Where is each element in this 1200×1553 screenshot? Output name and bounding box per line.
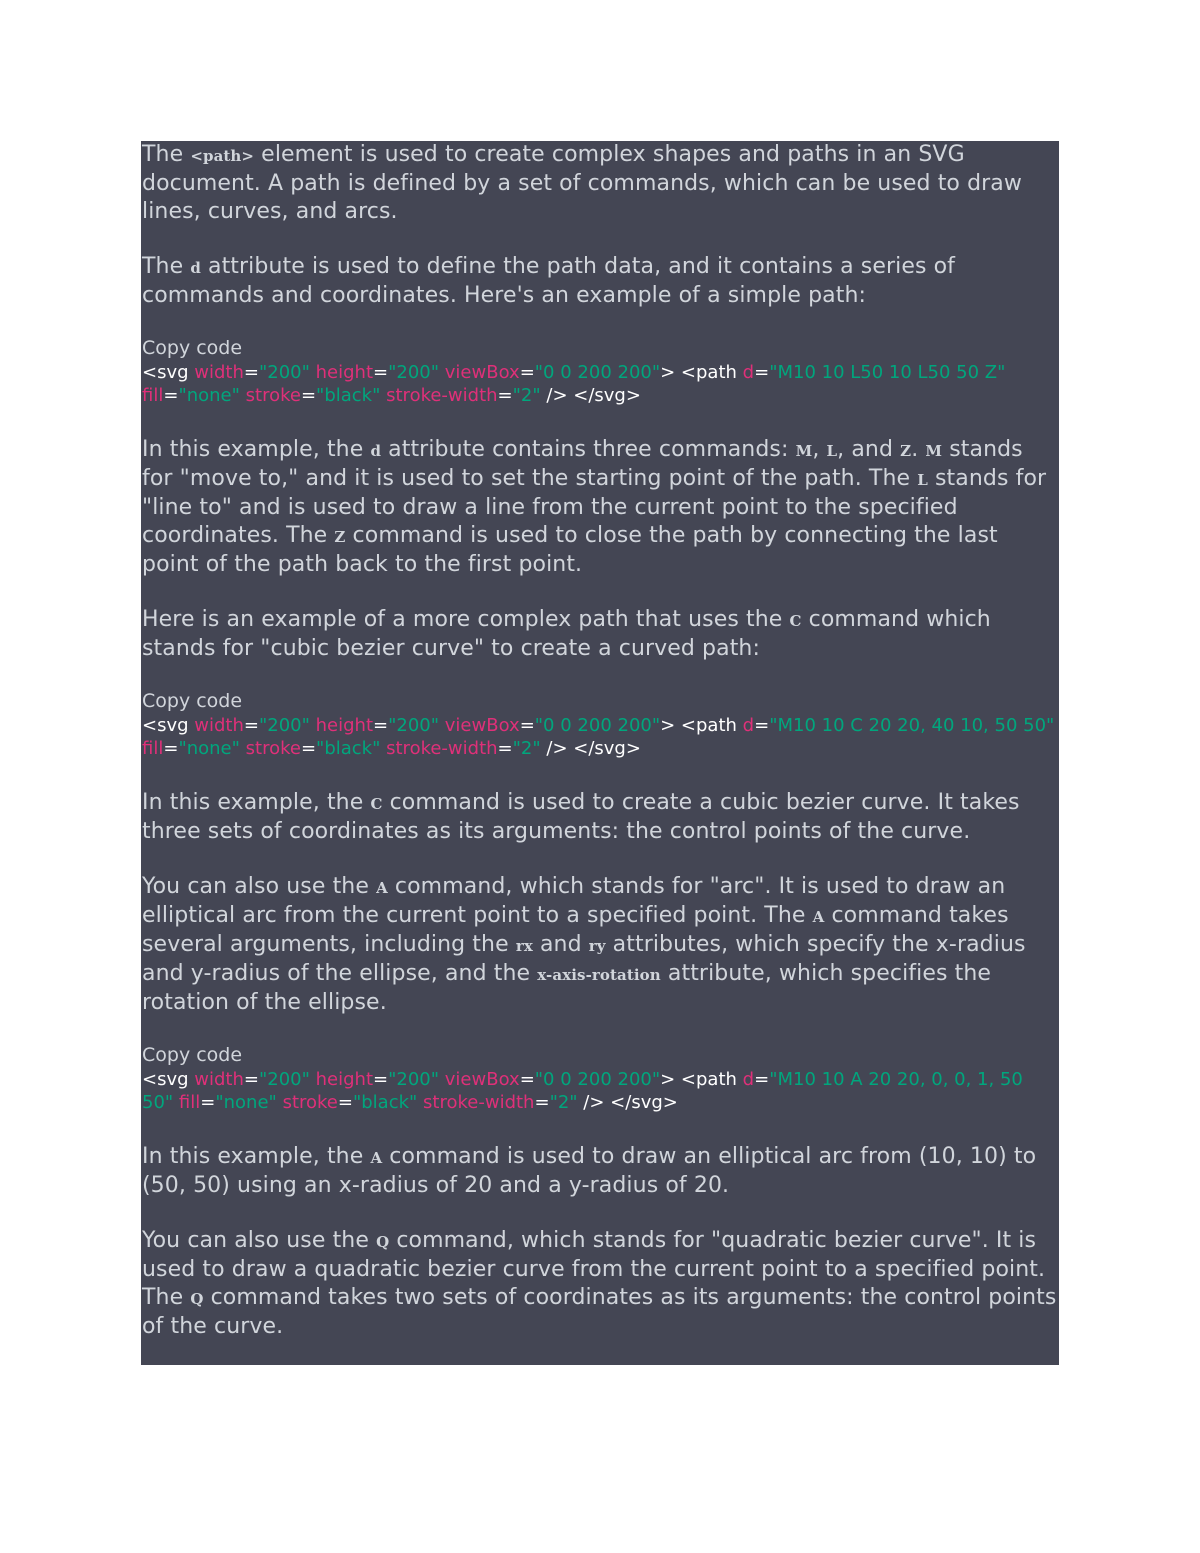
code-token: = bbox=[534, 1092, 550, 1113]
code-value: "200" bbox=[258, 362, 310, 383]
code-value: "200" bbox=[388, 715, 440, 736]
text: , bbox=[812, 437, 827, 462]
inline-code: A bbox=[812, 908, 825, 926]
code-attr: stroke bbox=[245, 738, 301, 759]
code-attr: fill bbox=[142, 385, 164, 406]
text: The bbox=[142, 254, 191, 279]
code-attr: fill bbox=[178, 1092, 201, 1113]
code-value: "M10 10 L50 10 L50 50 Z" bbox=[769, 362, 1006, 383]
code-token: <svg bbox=[142, 715, 195, 736]
code-attr: viewBox bbox=[444, 1069, 520, 1090]
text: attribute is used to define the path data, and it contains a series of commands and coordinates. Here's an example of a simple path: bbox=[142, 254, 956, 308]
text: attribute, which specifies the rotation of the ellipse. bbox=[142, 961, 992, 1015]
text: . bbox=[911, 437, 926, 462]
paragraph-cubic-intro bbox=[142, 606, 1059, 663]
code-token: = bbox=[243, 1069, 259, 1090]
text: element is used to create complex shapes and paths in an SVG document. A path is defined by a set of commands, which can be used to draw lines, curves, and arcs. bbox=[142, 142, 1022, 224]
code-attr: width bbox=[194, 1069, 244, 1090]
code-token: = bbox=[300, 385, 317, 406]
code-value: "M10 10 C 20 20, 40 10, 50 50" bbox=[769, 715, 1055, 736]
code-attr: height bbox=[315, 1069, 374, 1090]
code-block bbox=[142, 714, 1059, 760]
code-attr: height bbox=[315, 715, 374, 736]
text: command is used to draw an elliptical arc from (10, 10) to (50, 50) using an x-radius of 20 and a y-radius of 20. bbox=[142, 1144, 1037, 1198]
code-value: "200" bbox=[258, 715, 310, 736]
copy-code-button[interactable]: Copy code bbox=[142, 1044, 243, 1066]
inline-code: M bbox=[925, 442, 943, 460]
inline-code: C bbox=[370, 795, 383, 813]
text: command, which stands for "quadratic bezier curve". It is used to draw a quadratic bezier curve from the current point to a specified point. The bbox=[142, 1228, 1046, 1310]
code-token: = bbox=[300, 738, 317, 759]
paragraph-commands-explained bbox=[142, 436, 1059, 579]
text: You can also use the bbox=[142, 1228, 377, 1253]
paragraph-quadratic bbox=[142, 1227, 1059, 1341]
inline-code: rx bbox=[515, 937, 533, 955]
code-attr: stroke bbox=[282, 1092, 338, 1113]
code-value: "black" bbox=[316, 738, 381, 759]
code-token: = bbox=[519, 715, 535, 736]
text: command takes several arguments, including the bbox=[142, 903, 1009, 957]
code-value: "black" bbox=[352, 1092, 418, 1113]
code-token: = bbox=[200, 1092, 216, 1113]
inline-code: d bbox=[370, 442, 382, 460]
chat-response-panel bbox=[141, 141, 1059, 1365]
text: command, which stands for "arc". It is used to draw an elliptical arc from the current point to a specified point. The bbox=[142, 874, 1006, 928]
code-attr: height bbox=[315, 362, 374, 383]
text: command which stands for "cubic bezier curve" to create a curved path: bbox=[142, 607, 991, 661]
text: In this example, the bbox=[142, 1144, 371, 1169]
text: attribute contains three commands: bbox=[381, 437, 796, 462]
code-token: = bbox=[163, 385, 179, 406]
code-attr: d bbox=[742, 715, 755, 736]
code-value: "none" bbox=[178, 738, 240, 759]
code-token: > <path bbox=[660, 362, 743, 383]
paragraph-arc-intro bbox=[142, 873, 1059, 1017]
text: command takes two sets of coordinates as its arguments: the control points of the curve. bbox=[142, 1285, 1057, 1339]
code-block bbox=[142, 361, 1059, 407]
inline-code: A bbox=[376, 879, 388, 897]
text: In this example, the bbox=[142, 790, 371, 815]
paragraph-path-intro bbox=[142, 141, 1059, 226]
inline-code: d bbox=[190, 259, 201, 277]
code-attr: viewBox bbox=[444, 362, 520, 383]
code-attr: fill bbox=[142, 738, 164, 759]
code-token: = bbox=[519, 362, 535, 383]
code-token: = bbox=[337, 1092, 353, 1113]
code-token: /> </svg> bbox=[540, 738, 641, 759]
code-attr: stroke-width bbox=[386, 738, 498, 759]
code-value: "black" bbox=[316, 385, 381, 406]
inline-code: M bbox=[795, 442, 813, 460]
code-token: <svg bbox=[142, 362, 195, 383]
code-attr: d bbox=[742, 1069, 755, 1090]
code-value: "0 0 200 200" bbox=[534, 1069, 661, 1090]
inline-code: A bbox=[370, 1149, 383, 1167]
code-token: = bbox=[373, 362, 389, 383]
text: Here is an example of a more complex path that uses the bbox=[142, 607, 790, 632]
code-attr: width bbox=[194, 715, 244, 736]
code-token: /> </svg> bbox=[540, 385, 641, 406]
inline-code: Z bbox=[900, 442, 912, 460]
code-token: = bbox=[754, 715, 770, 736]
code-token: = bbox=[243, 715, 259, 736]
code-token: /> </svg> bbox=[577, 1092, 678, 1113]
code-attr: stroke-width bbox=[386, 385, 498, 406]
code-token: = bbox=[163, 738, 179, 759]
text: and bbox=[532, 932, 589, 957]
code-token: = bbox=[754, 1069, 770, 1090]
code-block bbox=[142, 1068, 1059, 1114]
code-attr: stroke bbox=[245, 385, 301, 406]
copy-code-button[interactable]: Copy code bbox=[142, 690, 243, 712]
text: The bbox=[142, 142, 191, 167]
text: In this example, the bbox=[142, 437, 371, 462]
inline-code: Q bbox=[190, 1290, 204, 1308]
code-token: = bbox=[519, 1069, 535, 1090]
code-value: "200" bbox=[258, 1069, 310, 1090]
paragraph-d-attribute bbox=[142, 253, 1059, 310]
code-value: "M10 10 A 20 20, 0, 0, 1, 50 50" bbox=[142, 1069, 1023, 1113]
code-attr: d bbox=[742, 362, 755, 383]
code-value: "200" bbox=[388, 1069, 440, 1090]
code-value: "0 0 200 200" bbox=[534, 362, 661, 383]
inline-code: L bbox=[917, 471, 928, 489]
text: stands for "line to" and is used to draw a line from the current point to the specified coordinates. The bbox=[142, 466, 1047, 548]
paragraph-arc-explained bbox=[142, 1143, 1059, 1200]
paragraph-cubic-explained bbox=[142, 789, 1059, 846]
code-token: = bbox=[754, 362, 770, 383]
inline-code: <path> bbox=[190, 147, 255, 165]
text: , and bbox=[837, 437, 901, 462]
inline-code: Z bbox=[334, 528, 346, 546]
code-token: > <path bbox=[660, 1069, 743, 1090]
code-token: <svg bbox=[142, 1069, 195, 1090]
code-token: = bbox=[497, 738, 513, 759]
code-value: "200" bbox=[388, 362, 440, 383]
code-value: "2" bbox=[549, 1092, 578, 1113]
inline-code: x-axis-rotation bbox=[537, 966, 661, 984]
code-token: > <path bbox=[660, 715, 743, 736]
code-value: "none" bbox=[215, 1092, 277, 1113]
code-token: = bbox=[497, 385, 513, 406]
code-value: "0 0 200 200" bbox=[534, 715, 661, 736]
inline-code: Q bbox=[376, 1233, 390, 1251]
code-value: "none" bbox=[178, 385, 240, 406]
inline-code: ry bbox=[588, 937, 606, 955]
code-value: "2" bbox=[512, 738, 541, 759]
text: command is used to create a cubic bezier curve. It takes three sets of coordinates as its arguments: the control points of the curve. bbox=[142, 790, 1020, 844]
text: stands for "move to," and it is used to set the starting point of the path. The bbox=[142, 437, 1023, 491]
code-attr: width bbox=[194, 362, 244, 383]
code-token: = bbox=[373, 1069, 389, 1090]
text: You can also use the bbox=[142, 874, 377, 899]
code-attr: stroke-width bbox=[423, 1092, 535, 1113]
code-attr: viewBox bbox=[444, 715, 520, 736]
inline-code: C bbox=[789, 612, 802, 630]
code-value: "2" bbox=[512, 385, 541, 406]
text: attributes, which specify the x-radius and y-radius of the ellipse, and the bbox=[142, 932, 1026, 986]
code-token: = bbox=[373, 715, 389, 736]
text: command is used to close the path by connecting the last point of the path back to the first point. bbox=[142, 523, 998, 577]
code-token: = bbox=[243, 362, 259, 383]
copy-code-button[interactable]: Copy code bbox=[142, 337, 243, 359]
inline-code: L bbox=[826, 442, 838, 460]
